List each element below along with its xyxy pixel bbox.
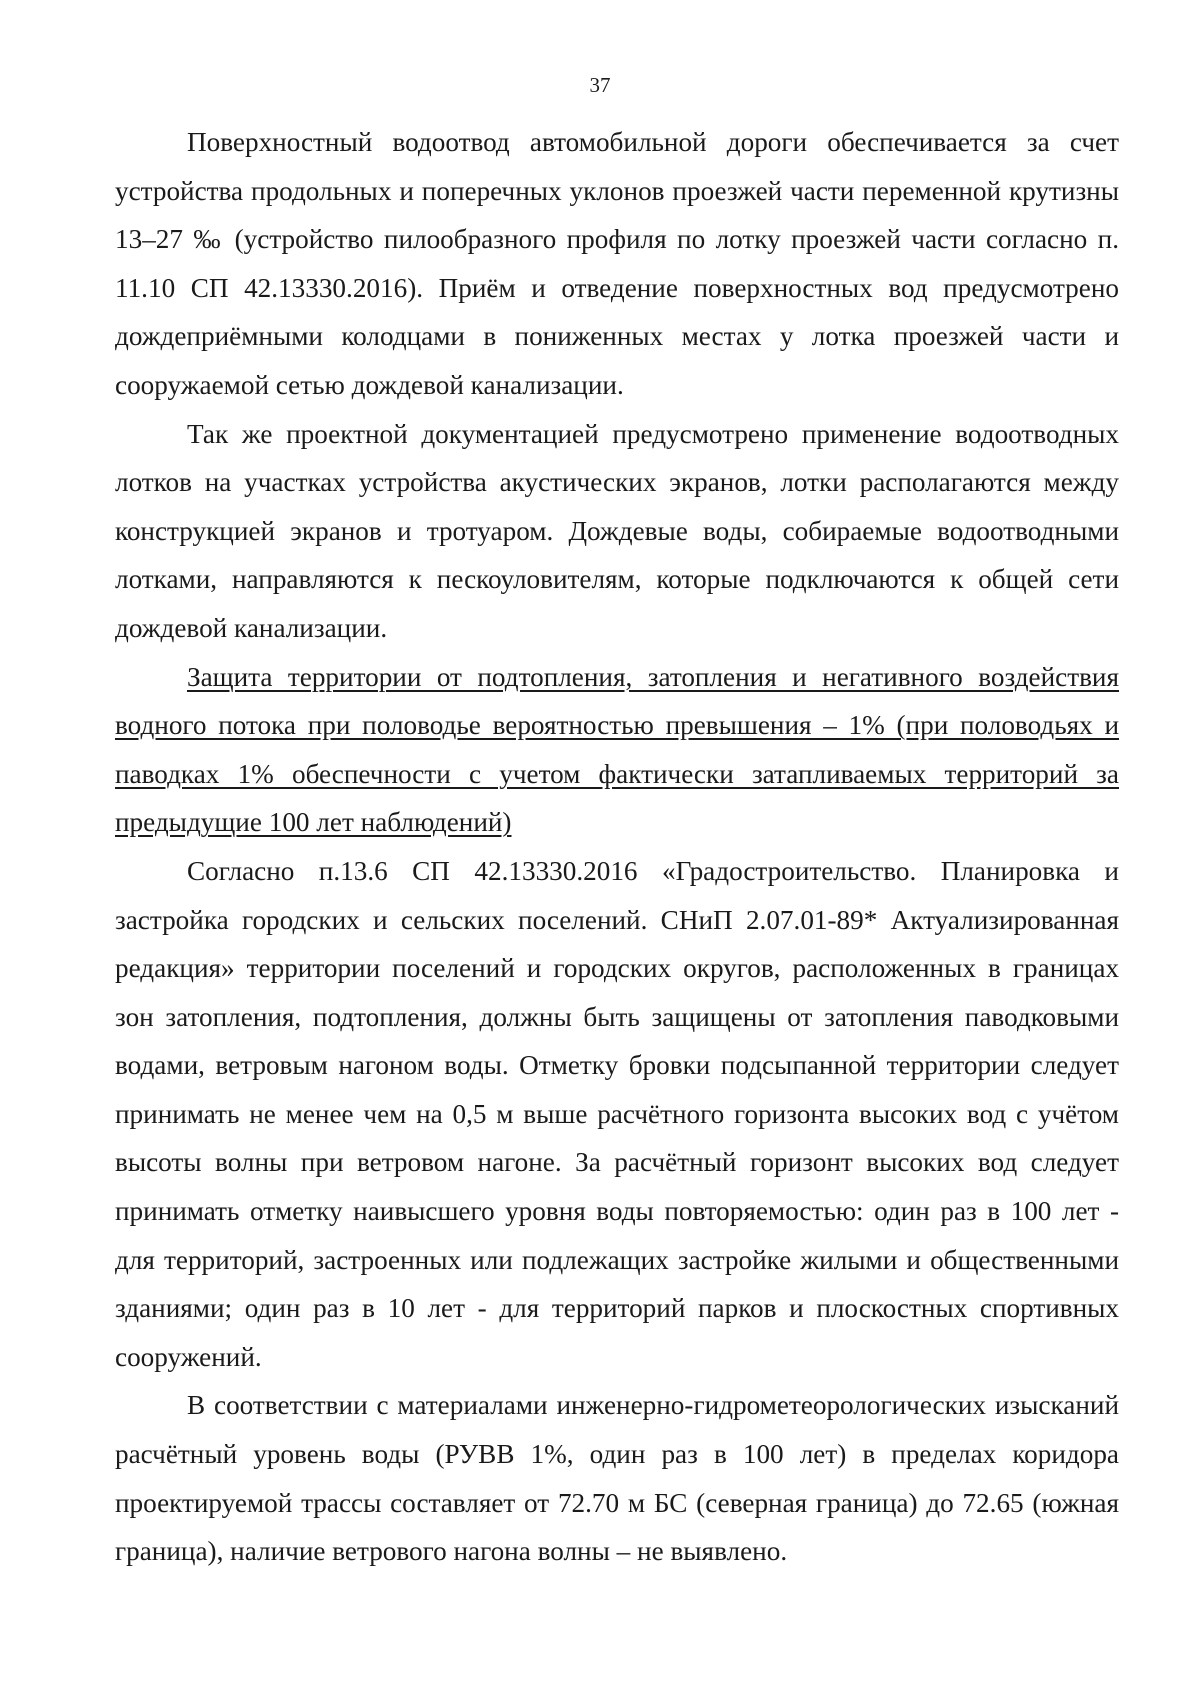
paragraph-drainage-trays: Так же проектной документацией предусмотрено применение водоотводных лотков на участках устройства акустических экранов, лотки располагаются между конструкцией экранов и тротуаром. Дождевые воды, собираемые водоотводными лотками, направляются к пескоуловителям, которые подключаются к общей сети дождевой канализации. (115, 418, 1119, 643)
paragraph-regulation-reference: Согласно п.13.6 СП 42.13330.2016 «Градостроительство. Планировка и застройка городских и сельских поселений. СНиП 2.07.01-89* Актуализированная редакция» территории поселений и городских округов, расположенных в границах зон затопления, подтопления, должны быть защищены от затопления паводковыми водами, ветровым нагоном воды. Отметку бровки подсыпанной территории следует принимать не менее чем на 0,5 м выше расчётного горизонта высоких вод с учётом высоты волны при ветровом нагоне. За расчётный горизонт высоких вод следует принимать отметку наивысшего уровня воды повторяемостью: один раз в 100 лет - для территорий, застроенных или подлежащих застройке жилыми и общественными зданиями; один раз в 10 лет - для территорий парков и плоскостных спортивных сооружений. (115, 855, 1119, 1372)
page-number: 37 (589, 73, 611, 97)
document-body (115, 118, 1119, 1576)
section-heading-flood-protection: Защита территории от подтопления, затопления и негативного воздействия водного потока при половодье вероятностью превышения – 1% (при половодьях и паводках 1% обеспечности с учетом фактически затапливаемых территорий за предыдущие 100 лет наблюдений) (115, 661, 1119, 838)
paragraph-water-level: В соответствии с материалами инженерно-гидрометеорологических изысканий расчётный уровень воды (РУВВ 1%, один раз в 100 лет) в пределах коридора проектируемой трассы составляет от 72.70 м БС (северная граница) до 72.65 (южная граница), наличие ветрового нагона волны – не выявлено. (115, 1390, 1119, 1567)
paragraph-surface-drainage: Поверхностный водоотвод автомобильной дороги обеспечивается за счет устройства продольных и поперечных уклонов проезжей части переменной крутизны 13–27 ‰ (устройство пилообразного профиля по лотку проезжей части согласно п. 11.10 СП 42.13330.2016). Приём и отведение поверхностных вод предусмотрено дождеприёмными колодцами в пониженных местах у лотка проезжей части и сооружаемой сетью дождевой канализации. (115, 127, 1119, 400)
